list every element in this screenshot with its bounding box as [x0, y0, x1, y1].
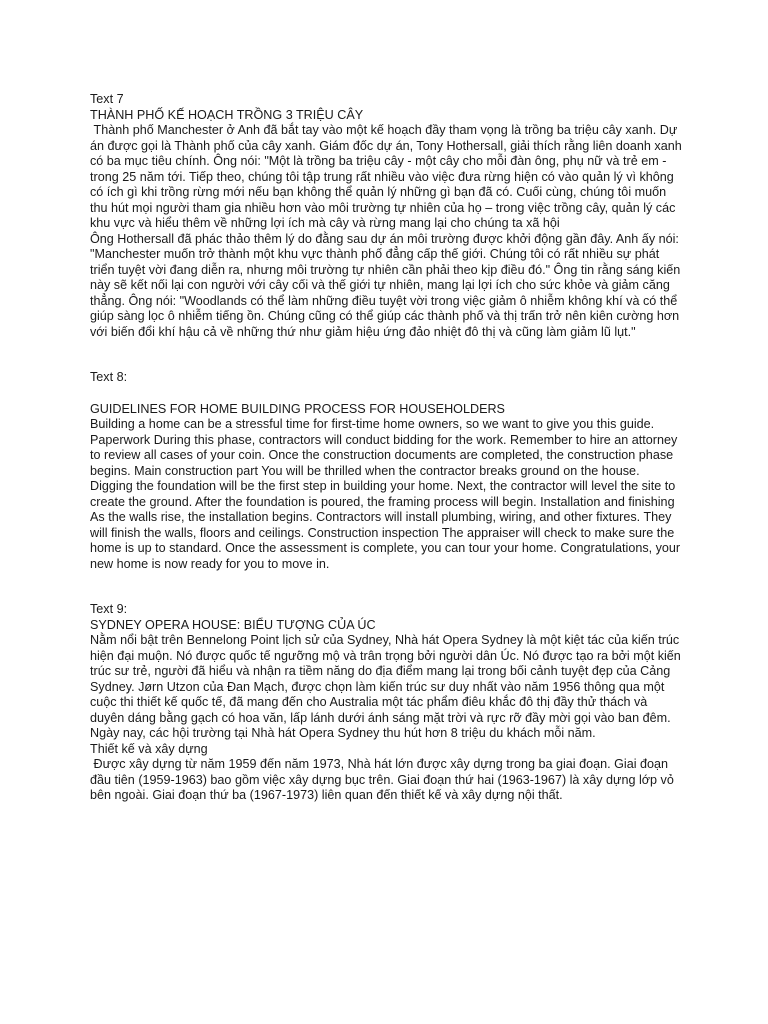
- paragraph: Được xây dựng từ năm 1959 đến năm 1973, Nhà hát lớn được xây dựng trong ba giai đoạn. Giai đoạn đầu tiên (1959-1963) bao gồm việc xây dựng bục trên. Giai đoạn thứ hai (1963-1967) là xây dựng lớp vỏ bên ngoài. Giai đoạn thứ ba (1967-1973) liên quan đến thiết kế và xây dựng nội thất.: [90, 757, 678, 802]
- section-text-9: [90, 602, 685, 804]
- spacer: [90, 340, 685, 370]
- section-label: Text 8:: [90, 370, 128, 384]
- section-title: SYDNEY OPERA HOUSE: BIỂU TƯỢNG CỦA ÚC: [90, 617, 376, 632]
- paragraph: Paperwork During this phase, contractors will conduct bidding for the work. Remember to hire an attorney to review all cases of your coin. Once the construction documents are completed, the construction phase begins. Main construction part You will be thrilled when the contractor breaks ground on the house. Digging the foundation will be the first step in building your home. Next, the contractor will level the site to create the ground. After the foundation is poured, the framing process will begin. Installation and finishing As the walls rise, the installation begins. Contractors will install plumbing, wiring, and other fixtures. They will finish the walls, floors and ceilings. Construction inspection The appraiser will check to make sure the home is up to standard. Once the assessment is complete, you can tour your home. Congratulations, your new home is now ready for you to move in.: [90, 432, 681, 571]
- section-text-7: [90, 92, 685, 340]
- section-title: GUIDELINES FOR HOME BUILDING PROCESS FOR HOUSEHOLDERS: [90, 401, 505, 416]
- section-label: Text 7: [90, 92, 124, 106]
- spacer: [90, 572, 685, 602]
- section-text-8: [90, 370, 685, 572]
- spacer: [90, 386, 685, 402]
- subheading: Thiết kế và xây dựng: [90, 741, 208, 756]
- section-title: THÀNH PHỐ KẾ HOẠCH TRỒNG 3 TRIỆU CÂY: [90, 107, 364, 122]
- paragraph: Building a home can be a stressful time for first-time home owners, so we want to give you this guide.: [90, 417, 655, 431]
- paragraph: Nằm nổi bật trên Bennelong Point lịch sử của Sydney, Nhà hát Opera Sydney là một kiệt tác của kiến trúc hiện đại muộn. Nó được quốc tế ngưỡng mộ và trân trọng bởi người dân Úc. Nó được tạo ra bởi một kiến trúc sư trẻ, người đã hiểu và nhận ra tiềm năng do địa điểm mang lại trong bối cảnh tuyệt đẹp của Cảng Sydney. Jørn Utzon của Đan Mạch, được chọn làm kiến trúc sư duy nhất vào năm 1956 thông qua một cuộc thi thiết kế quốc tế, đã mang đến cho Australia một tác phẩm điêu khắc đô thị đầy thử thách và duyên dáng bằng gạch có hoa văn, lấp lánh dưới ánh sáng mặt trời và rực rỡ đầy mời gọi vào ban đêm. Ngày nay, các hội trường tại Nhà hát Opera Sydney thu hút hơn 8 triệu du khách mỗi năm.: [90, 633, 681, 740]
- document-page: [90, 92, 685, 804]
- paragraph: Ông Hothersall đã phác thảo thêm lý do đằng sau dự án môi trường được khởi động gần đây. Anh ấy nói: "Manchester muốn trở thành một khu vực thành phố đẳng cấp thế giới. Chúng tôi có rất nhiều sự phát triển tuyệt vời đang diễn ra, nhưng môi trường tự nhiên cần phải theo kịp điều đó." Ông tin rằng sáng kiến này sẽ kết nối lại con người với cây cối và thế giới tự nhiên, mang lại lợi ích cho sức khỏe và giảm căng thẳng. Ông nói: "Woodlands có thể làm những điều tuyệt vời trong việc giảm ô nhiễm không khí và có thể giúp sàng lọc ô nhiễm tiếng ồn. Chúng cũng có thể giúp các thành phố và thị trấn trở nên kiên cường hơn với biến đổi khí hậu cả về những thứ như giảm hiệu ứng đảo nhiệt đô thị và cũng làm giảm lũ lụt.": [90, 231, 681, 339]
- section-label: Text 9:: [90, 602, 128, 616]
- paragraph: Thành phố Manchester ở Anh đã bắt tay vào một kế hoạch đầy tham vọng là trồng ba triệu cây xanh. Dự án được gọi là Thành phố của cây xanh. Giám đốc dự án, Tony Hothersall, giải thích rằng liên doanh xanh có ba mục tiêu chính. Ông nói: "Một là trồng ba triệu cây - một cây cho mỗi đàn ông, phụ nữ và trẻ em - trong 25 năm tới. Tiếp theo, chúng tôi tập trung rất nhiều vào việc đưa rừng hiện có vào quản lý vì không có ích gì khi trồng rừng mới nếu bạn không thể quản lý những gì bạn đã có. Cuối cùng, chúng tôi muốn thu hút mọi người tham gia nhiều hơn vào môi trường tự nhiên của họ – trong việc trồng cây, quản lý các khu vực và hiểu thêm về những lợi ích mà cây và rừng mang lại cho chúng ta xã hội: [90, 123, 686, 230]
